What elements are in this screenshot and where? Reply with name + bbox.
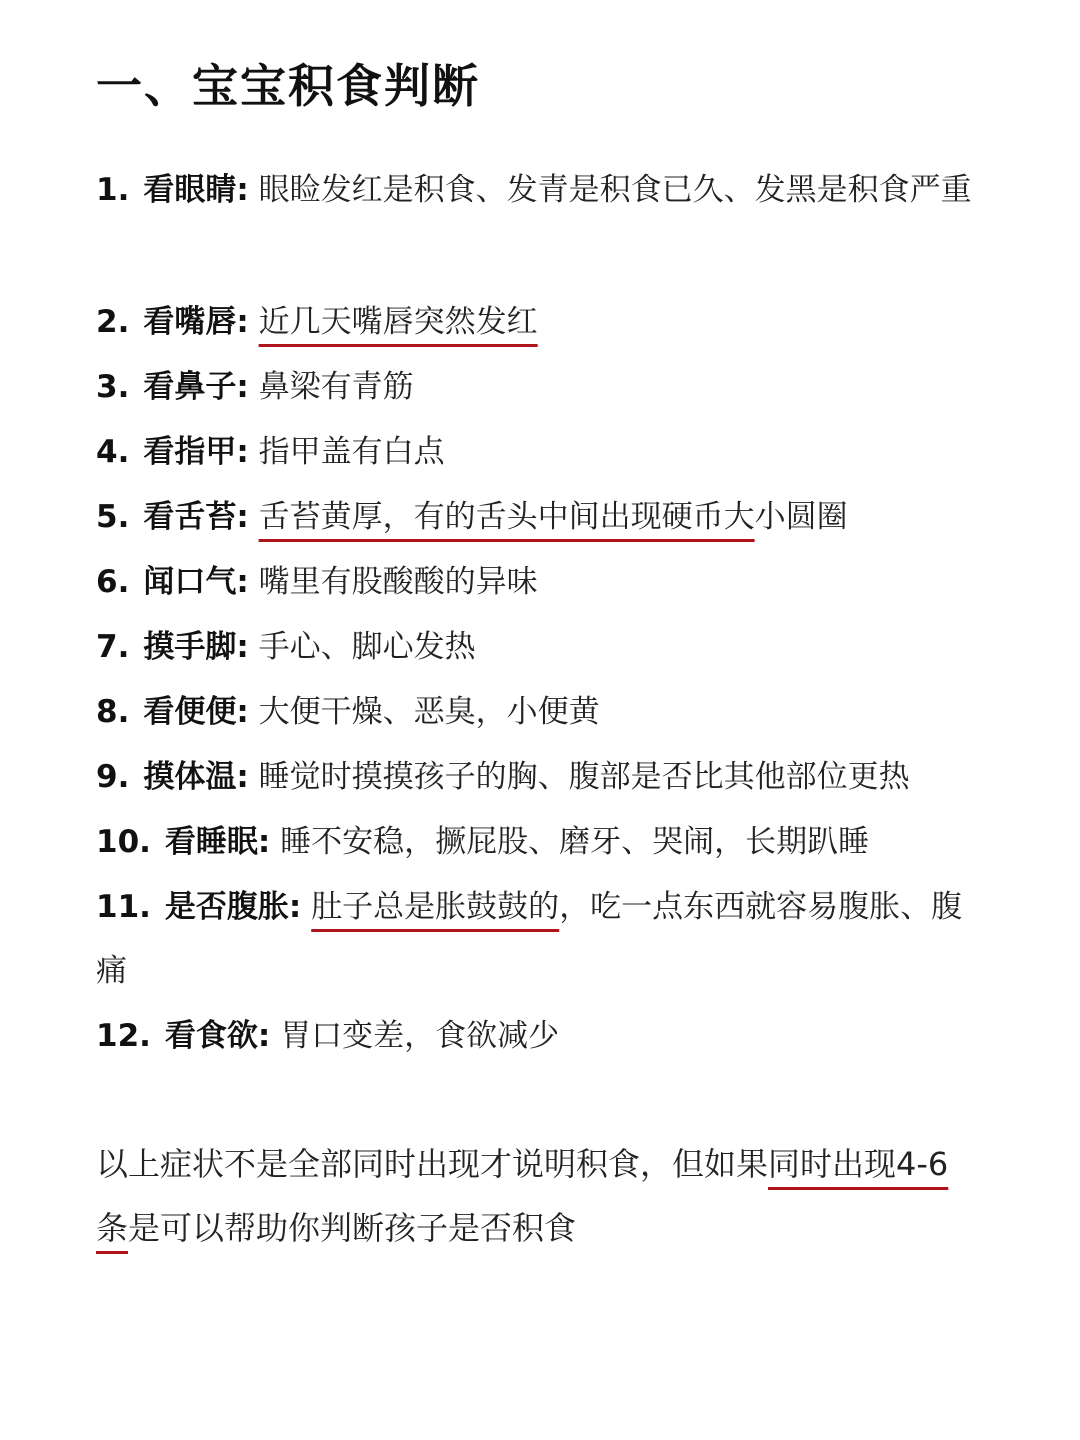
item-number: 4. [96,434,130,470]
item-description-highlight: 近几天嘴唇突然发红 [258,304,538,340]
item-description-highlight: 舌苔黄厚，有的舌头中间出现硬币大 [258,499,755,535]
item-number: 8. [96,694,130,730]
summary-highlight: 同时出现4-6条 [96,1145,949,1247]
summary-text-end: 是可以帮助你判断孩子是否积食 [128,1209,577,1247]
item-label: 看睡眠: [164,824,271,860]
item-description: 睡觉时摸摸孩子的胸、腹部是否比其他部位更热 [258,759,910,795]
list-item-nails [96,420,976,484]
item-label: 看嘴唇: [143,304,249,340]
item-description: 指甲盖有白点 [258,434,445,470]
item-description: 小圆圈 [754,499,848,535]
list-item-hands-feet [96,615,976,679]
item-number: 10. [96,824,151,860]
list-item-tongue [96,485,976,549]
item-number: 1. [96,172,130,208]
list-item-appetite [96,1004,976,1068]
item-description: 胃口变差，食欲减少 [280,1018,560,1054]
item-description: 睡不安稳，撅屁股、磨牙、哭闹，长期趴睡 [280,824,870,860]
item-number: 9. [96,759,130,795]
item-number: 11. [96,889,151,925]
item-description: 大便干燥、恶臭，小便黄 [258,694,600,730]
list-item-stool [96,680,976,744]
list-item-breath [96,550,976,614]
page-title: 一、宝宝积食判断 [96,59,480,113]
item-label: 看舌苔: [143,499,249,535]
item-label: 摸体温: [143,759,249,795]
item-label: 摸手脚: [143,629,249,665]
item-description: 嘴里有股酸酸的异味 [258,564,538,600]
list-item-temperature [96,745,976,809]
item-description: ，吃一点东西就容易腹胀、腹痛 [96,889,963,989]
item-number: 7. [96,629,130,665]
item-label: 看鼻子: [143,369,249,405]
list-item-lips [96,290,976,354]
item-label: 闻口气: [143,564,249,600]
list-item-sleep [96,810,976,874]
summary-text: 以上症状不是全部同时出现才说明积食，但如果 [96,1145,769,1183]
item-description: 眼睑发红是积食、发青是积食已久、发黑是积食严重 [258,172,972,208]
item-number: 5. [96,499,130,535]
list-item-nose [96,355,976,419]
item-label: 看便便: [143,694,249,730]
item-label: 看食欲: [164,1018,271,1054]
list-item-bloating [96,875,976,1003]
item-label: 看眼睛: [143,172,249,208]
item-number: 2. [96,304,130,340]
item-number: 3. [96,369,130,405]
summary-paragraph [96,1132,976,1260]
item-description-highlight: 肚子总是胀鼓鼓的 [311,889,560,925]
item-label: 看指甲: [143,434,249,470]
item-number: 6. [96,564,130,600]
item-number: 12. [96,1018,151,1054]
item-label: 是否腹胀: [164,889,302,925]
item-description: 手心、脚心发热 [258,629,476,665]
list-item-eyes [96,158,976,222]
item-description: 鼻梁有青筋 [258,369,414,405]
